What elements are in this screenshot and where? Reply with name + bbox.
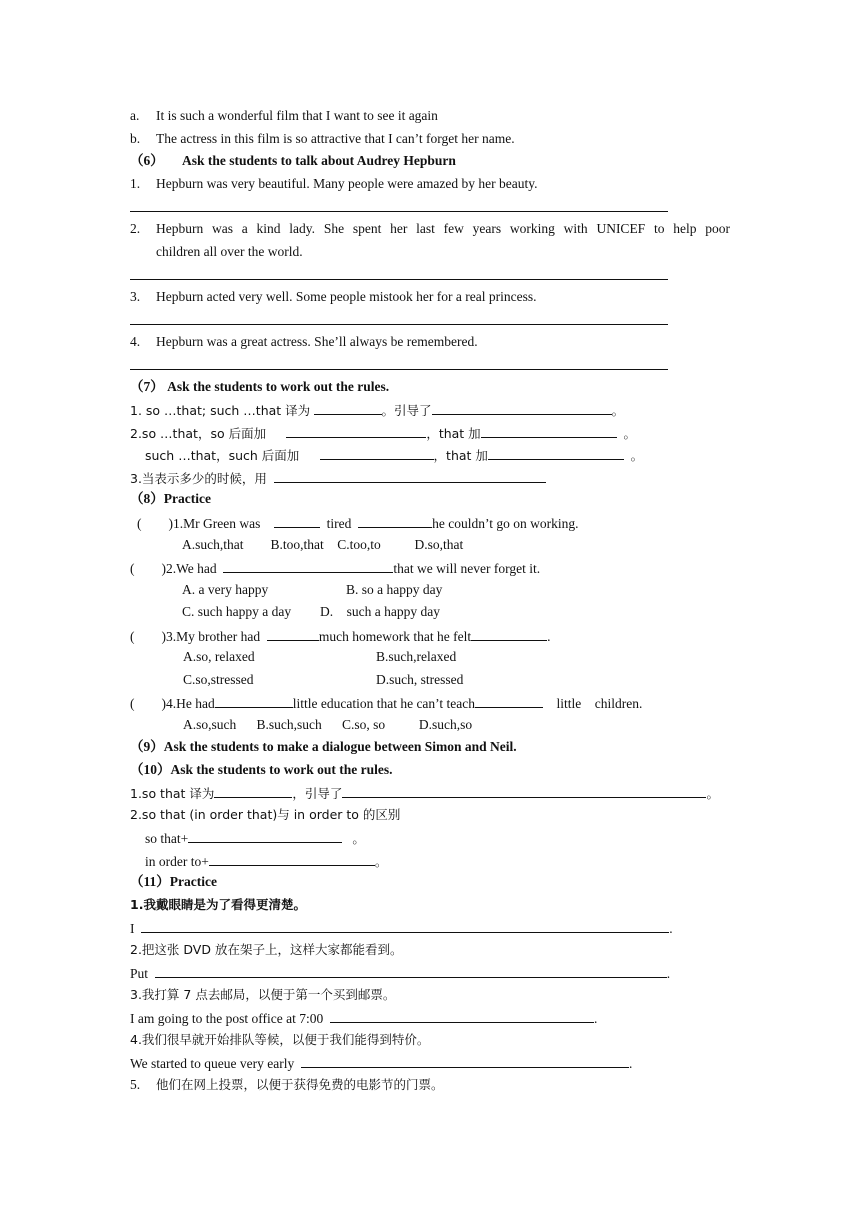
rule-2-mid: ，that 加 — [426, 426, 481, 441]
question-4-word: little — [556, 696, 582, 711]
hepburn-2-continued: children all over the world. — [156, 244, 303, 259]
rule-2-end: 。 — [623, 426, 636, 441]
question-1-options: A.such,that B.too,that C.too,to D.so,that — [182, 537, 464, 552]
question-4-mid: little education that he can’t teach — [292, 696, 476, 711]
rule-2-line — [130, 424, 636, 442]
practice-3-start: I am going to the post office at 7:00 — [130, 1011, 324, 1026]
section-8-title: （8）Practice — [130, 491, 211, 506]
blank[interactable] — [488, 446, 624, 460]
rule-2-such-text: such …that，such 后面加 — [145, 448, 300, 463]
hepburn-2-text: Hepburn was a kind lady. She spent her last few years working with UNICEF to help poor — [156, 221, 730, 236]
practice-3-chinese: 3.我打算 7 点去邮局，以便于第一个买到邮票。 — [130, 987, 396, 1002]
question-2-option-a: A. a very happy — [182, 582, 269, 597]
hepburn-2-number: 2. — [130, 221, 141, 236]
blank[interactable] — [274, 469, 546, 483]
item-a-text: It is such a wonderful film that I want to see it again — [156, 108, 438, 123]
blank[interactable] — [330, 1009, 594, 1023]
section-11-title: （11）Practice — [130, 874, 217, 889]
question-2-option-d: D. such a happy day — [320, 604, 440, 619]
item-a-label: a. — [130, 108, 140, 123]
in-order-to-plus-text: in order to+ — [145, 854, 209, 869]
so-that-rule-2: 2.so that (in order that)与 in order to 的区别 — [130, 807, 401, 822]
practice-1-start: I — [130, 921, 135, 936]
practice-4-english — [130, 1054, 632, 1072]
hepburn-4-text: Hepburn was a great actress. She’ll always be remembered. — [156, 334, 478, 349]
practice-2-start: Put — [130, 966, 149, 981]
practice-5-number: 5. — [130, 1077, 141, 1092]
question-4 — [130, 694, 642, 712]
rule-2-such-line — [145, 446, 643, 464]
practice-3-end: . — [593, 1011, 598, 1026]
blank[interactable] — [188, 829, 342, 843]
question-4-options: A.so,such B.such,such C.so, so D.such,so — [183, 717, 473, 732]
rule-3-line — [130, 469, 546, 487]
practice-1-end: . — [669, 921, 673, 936]
so-that-rule-1-text: 1.so that 译为 — [130, 786, 215, 801]
question-4-end: children. — [594, 696, 643, 711]
hepburn-1-text: Hepburn was very beautiful. Many people were amazed by her beauty. — [156, 176, 538, 191]
blank[interactable] — [214, 784, 292, 798]
so-that-plus-end: 。 — [352, 831, 365, 846]
question-2-option-c: C. such happy a day — [182, 604, 292, 619]
question-1-mid: tired — [326, 516, 352, 531]
question-3-option-c: C.so,stressed — [183, 672, 254, 687]
blank[interactable] — [471, 627, 547, 641]
section-9-title: （9）Ask the students to make a dialogue between Simon and Neil. — [130, 739, 517, 754]
blank[interactable] — [475, 694, 543, 708]
blank[interactable] — [320, 446, 434, 460]
answer-line[interactable] — [130, 279, 668, 280]
practice-4-start: We started to queue very early — [130, 1056, 295, 1071]
practice-1-chinese: 1.我戴眼睛是为了看得更清楚。 — [130, 897, 306, 912]
blank[interactable] — [141, 919, 669, 933]
item-b-label: b. — [130, 131, 141, 146]
question-3-option-b: B.such,relaxed — [376, 649, 457, 664]
blank[interactable] — [432, 401, 612, 415]
so-that-rule-1-mid: ，引导了 — [292, 786, 343, 801]
question-1 — [137, 514, 578, 532]
section-7-title: （7） Ask the students to work out the rules. — [130, 379, 390, 394]
hepburn-3-text: Hepburn acted very well. Some people mistook her for a real princess. — [156, 289, 537, 304]
practice-1-english — [130, 919, 673, 937]
practice-2-english — [130, 964, 670, 982]
question-2-option-b: B. so a happy day — [346, 582, 443, 597]
question-3-mid: much homework that he felt — [318, 629, 472, 644]
rule-1-line — [130, 401, 624, 419]
blank[interactable] — [155, 964, 667, 978]
blank[interactable] — [314, 401, 382, 415]
blank[interactable] — [223, 559, 393, 573]
answer-line[interactable] — [130, 211, 668, 212]
question-3-option-d: D.such, stressed — [376, 672, 464, 687]
in-order-to-plus — [145, 852, 387, 870]
question-4-text: 4.He had — [166, 696, 215, 711]
section-10-title: （10）Ask the students to work out the rules. — [130, 762, 393, 777]
practice-5-chinese: 他们在网上投票，以便于获得免费的电影节的门票。 — [156, 1077, 444, 1092]
question-3-option-a: A.so, relaxed — [183, 649, 255, 664]
answer-line[interactable] — [130, 324, 668, 325]
so-that-plus — [145, 829, 365, 847]
blank[interactable] — [209, 852, 375, 866]
so-that-plus-text: so that+ — [145, 831, 189, 846]
rule-1-end: 。 — [611, 403, 625, 418]
rule-2-such-end: 。 — [630, 448, 644, 463]
question-1-end: he couldn’t go on working. — [432, 516, 579, 531]
blank[interactable] — [267, 627, 319, 641]
rule-1-text: 1. so …that; such …that 译为 — [130, 403, 311, 418]
question-1-text: 1.Mr Green was — [173, 516, 261, 531]
blank[interactable] — [301, 1054, 629, 1068]
answer-paren[interactable]: ( ) — [130, 629, 166, 644]
question-2 — [130, 559, 540, 577]
rule-1-mid: 。引导了 — [381, 403, 432, 418]
blank[interactable] — [286, 424, 426, 438]
blank[interactable] — [274, 514, 320, 528]
answer-paren[interactable]: ( ) — [130, 561, 166, 576]
question-3 — [130, 627, 550, 645]
hepburn-3-number: 3. — [130, 289, 141, 304]
question-2-text: 2.We had — [166, 561, 217, 576]
blank[interactable] — [215, 694, 293, 708]
section-6-number: （6） — [130, 153, 164, 168]
practice-4-chinese: 4.我们很早就开始排队等候，以便于我们能得到特价。 — [130, 1032, 430, 1047]
section-6-title: Ask the students to talk about Audrey Hepburn — [182, 153, 456, 168]
so-that-rule-1 — [130, 784, 719, 802]
blank[interactable] — [481, 424, 617, 438]
answer-paren[interactable]: ( ) — [130, 696, 166, 711]
practice-2-end: . — [666, 966, 671, 981]
blank[interactable] — [358, 514, 432, 528]
blank[interactable] — [342, 784, 706, 798]
hepburn-4-number: 4. — [130, 334, 141, 349]
practice-3-english — [130, 1009, 597, 1027]
so-that-rule-1-end: 。 — [706, 786, 719, 801]
rule-3-text: 3.当表示多少的时候，用 — [130, 471, 267, 486]
question-2-end: that we will never forget it. — [393, 561, 541, 576]
question-3-text: 3.My brother had — [166, 629, 261, 644]
in-order-to-plus-end: 。 — [374, 854, 388, 869]
question-3-end: . — [547, 629, 551, 644]
answer-line[interactable] — [130, 369, 668, 370]
item-b-text: The actress in this film is so attractive that I can’t forget her name. — [156, 131, 515, 146]
hepburn-1-number: 1. — [130, 176, 141, 191]
practice-4-end: . — [628, 1056, 633, 1071]
rule-2-text: 2.so …that，so 后面加 — [130, 426, 267, 441]
rule-2-such-mid: ，that 加 — [433, 448, 488, 463]
practice-2-chinese: 2.把这张 DVD 放在架子上，这样大家都能看到。 — [130, 942, 403, 957]
answer-paren[interactable]: ( ) — [137, 516, 173, 531]
